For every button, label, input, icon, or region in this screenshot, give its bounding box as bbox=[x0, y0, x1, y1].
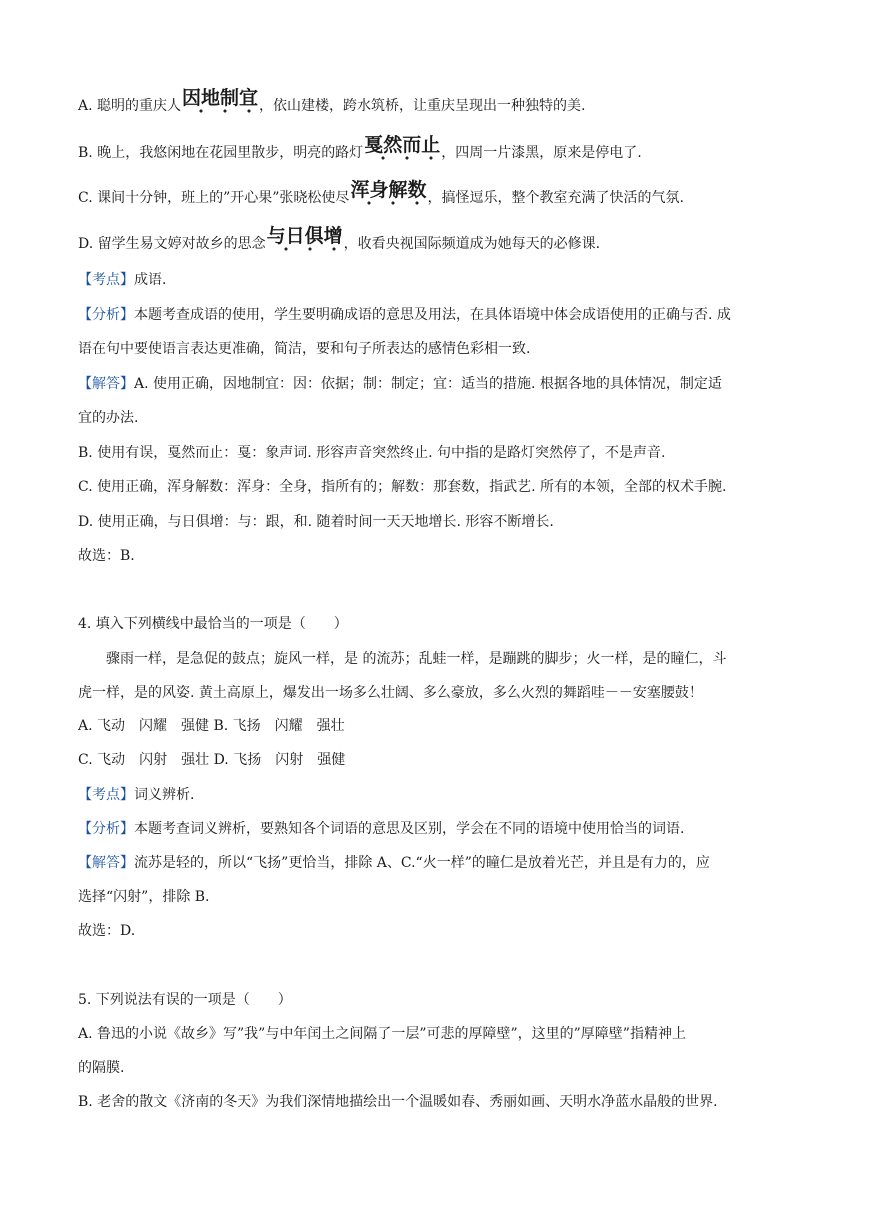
idiom-emphasis: 与日俱增 bbox=[267, 226, 343, 252]
q3-kaodian: 【考点】成语. bbox=[78, 272, 167, 288]
q3-fenxi-cont: 语在句中要使语言表达更准确，简洁，要和句子所表达的感情色彩相一致. bbox=[78, 341, 531, 357]
fenxi-tag: 【分析】 bbox=[78, 307, 134, 323]
idiom-emphasis: 浑身解数 bbox=[350, 180, 426, 206]
q4-stem: 4. 填入下列横线中最恰当的一项是（ ） bbox=[78, 616, 348, 632]
kaodian-tag: 【考点】 bbox=[78, 787, 134, 803]
q4-passage-line2: 虎一样，是的风姿. 黄土高原上，爆发出一场多么壮阔、多么豪放，多么火烈的舞蹈哇－－安塞腰鼓！ bbox=[78, 685, 703, 701]
q3-choice: 故选：B. bbox=[78, 548, 135, 564]
q3-jieda-cont: 宜的办法. bbox=[78, 410, 139, 426]
idiom-emphasis: 因地制宜 bbox=[182, 88, 258, 114]
jieda-tag: 【解答】 bbox=[78, 376, 134, 392]
q3-jieda: 【解答】A. 使用正确，因地制宜：因：依据；制：制定；宜：适当的措施. 根据各地的具体情况，制定适 bbox=[78, 376, 722, 392]
kaodian-tag: 【考点】 bbox=[78, 272, 134, 288]
fenxi-tag: 【分析】 bbox=[78, 821, 134, 837]
q4-kaodian: 【考点】词义辨析. bbox=[78, 787, 195, 803]
q4-options-ab: A. 飞动 闪耀 强健 B. 飞扬 闪耀 强壮 bbox=[78, 718, 345, 734]
q3-fenxi: 【分析】本题考查成语的使用，学生要明确成语的意思及用法，在具体语境中体会成语使用的正确与否. 成 bbox=[78, 307, 731, 323]
q5-option-a-cont: 的隔膜. bbox=[78, 1060, 125, 1076]
q4-options-cd: C. 飞动 闪射 强壮 D. 飞扬 闪射 强健 bbox=[78, 752, 346, 768]
idiom-emphasis: 戛然而止 bbox=[364, 135, 440, 161]
q3-option-a: A. 聪明的重庆人因地制宜，依山建楼，跨水筑桥，让重庆呈现出一种独特的美. bbox=[78, 87, 586, 114]
q3-answer-d: D. 使用正确，与日俱增：与：跟，和. 随着时间一天天地增长. 形容不断增长. bbox=[78, 514, 554, 530]
jieda-tag: 【解答】 bbox=[78, 855, 134, 871]
q4-jieda-cont: 选择“闪射”，排除 B. bbox=[78, 889, 210, 905]
q5-stem: 5. 下列说法有误的一项是（ ） bbox=[78, 992, 292, 1008]
q4-passage-line1: 骤雨一样，是急促的鼓点；旋风一样，是 的流苏；乱蛙一样，是蹦跳的脚步；火一样，是的瞳仁，斗 bbox=[106, 651, 727, 667]
q3-option-b: B. 晚上，我悠闲地在花园里散步，明亮的路灯戛然而止，四周一片漆黑，原来是停电了. bbox=[78, 134, 642, 161]
q5-option-a: A. 鲁迅的小说《故乡》写”我”与中年闰土之间隔了一层”可悲的厚障壁”，这里的”厚障壁”指精神上 bbox=[78, 1026, 686, 1042]
q5-option-b: B. 老舍的散文《济南的冬天》为我们深情地描绘出一个温暖如春、秀丽如画、天明水净蓝水晶般的世界. bbox=[78, 1094, 718, 1110]
q4-fenxi: 【分析】本题考查词义辨析，要熟知各个词语的意思及区别，学会在不同的语境中使用恰当的词语. bbox=[78, 821, 685, 837]
q3-option-d: D. 留学生易文婷对故乡的思念与日俱增，收看央视国际频道成为她每天的必修课. bbox=[78, 225, 601, 252]
q3-option-c: C. 课间十分钟，班上的”开心果”张晓松使尽浑身解数，搞怪逗乐，整个教室充满了快活的气氛. bbox=[78, 179, 684, 206]
q4-choice: 故选：D. bbox=[78, 923, 136, 939]
q4-jieda: 【解答】流苏是轻的，所以“飞扬”更恰当，排除 A、C.“火一样”的瞳仁是放着光芒，并且是有力的，应 bbox=[78, 855, 710, 871]
q3-answer-b: B. 使用有误，戛然而止：戛：象声词. 形容声音突然终止. 句中指的是路灯突然停了，不是声音. bbox=[78, 445, 666, 461]
q3-answer-c: C. 使用正确，浑身解数：浑身：全身，指所有的；解数：那套数，指武艺. 所有的本领，全部的权术手腕. bbox=[78, 479, 727, 495]
